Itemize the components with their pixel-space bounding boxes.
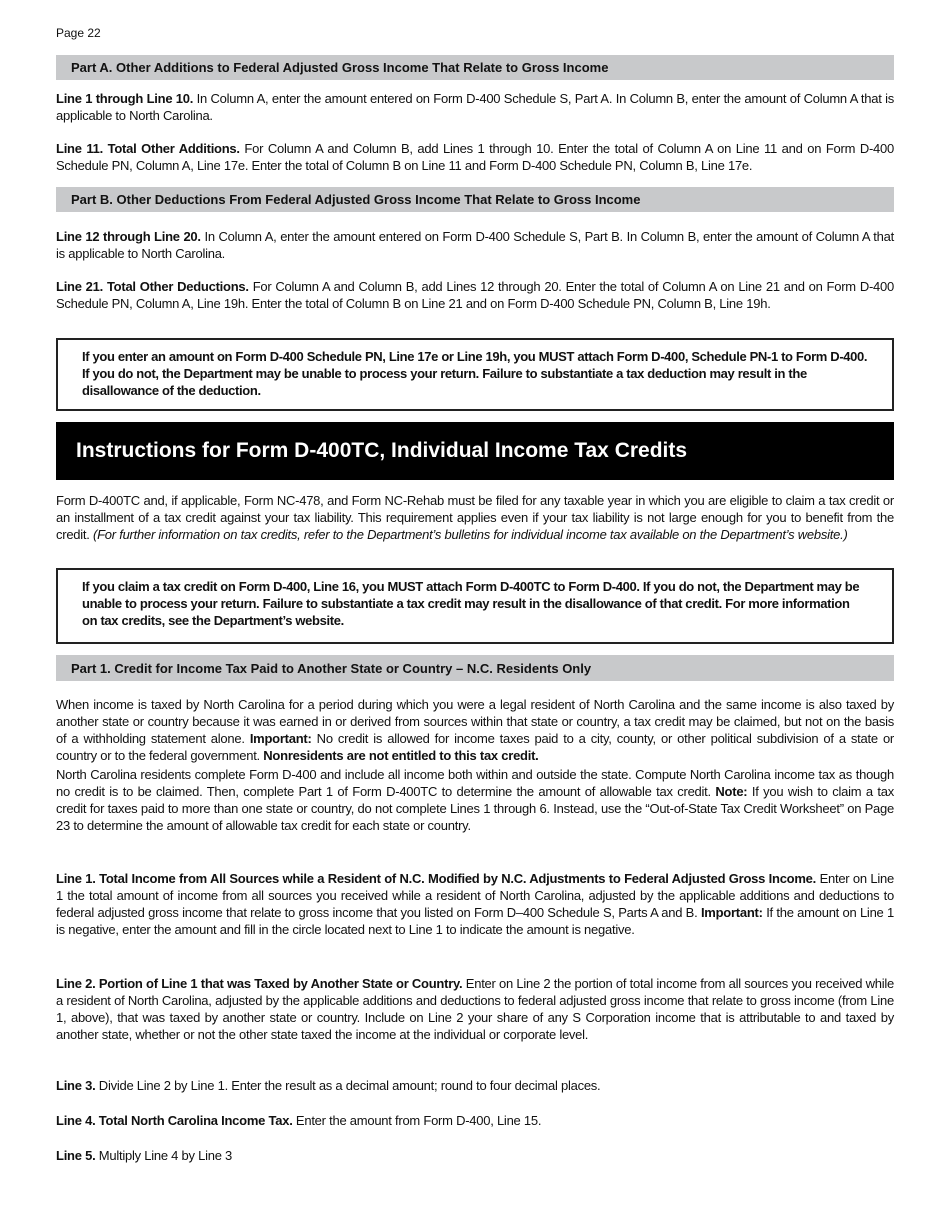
part-1-paragraph-2 xyxy=(56,766,894,834)
lead: Line 1. Total Income from All Sources while a Resident of N.C. Modified by N.C. Adjustments to Federal Adjusted Gross Income. xyxy=(56,871,817,886)
part-a-heading: Part A. Other Additions to Federal Adjusted Gross Income That Relate to Gross Income xyxy=(56,55,894,80)
body: Enter on Line 2 the portion of total income from all sources you received while a resident of North Carolina, adjusted by the applicable additions and deductions to federal adjusted gross income that relate to gross income (from Line 1, above), that was taxed by another state or country. Include on Line 2 your share of any S Corporation income that is attributable to and taxed by another state, whether or not the other state taxed the income at the individual or corporate level. xyxy=(56,976,894,1042)
body: North Carolina residents complete Form D-400 and include all income both within and outside the state. Compute North Carolina income tax as though no credit is to be claimed. Then, complete Part 1 of Form D-400TC to determine the amount of allowable tax credit. xyxy=(56,767,894,799)
body: If you wish to claim a tax credit for taxes paid to more than one state or country, do not complete Lines 1 through 6. Instead, use the “Out-of-State Tax Credit Worksheet” on Page 23 to determine the amount of allowable tax credit for each state or country. xyxy=(56,784,894,833)
note-label: Note: xyxy=(715,784,748,799)
line-2-paragraph xyxy=(56,975,894,1043)
italic-note: (For further information on tax credits, refer to the Department’s bulletins for individual income tax available on the Department’s website.) xyxy=(93,527,848,542)
intro-paragraph xyxy=(56,492,894,543)
body: Enter the amount from Form D-400, Line 15. xyxy=(292,1113,542,1128)
lead: Line 12 through Line 20. xyxy=(56,229,201,244)
lead: Line 4. Total North Carolina Income Tax. xyxy=(56,1113,293,1128)
body: No credit is allowed for income taxes paid to a city, county, or other political subdivision of a state or country or to the federal government. xyxy=(56,731,895,763)
body: Enter on Line 1 the total amount of income from all sources you received while a resident of North Carolina, adjusted by the applicable additions and deductions to federal adjusted gross income that relate to gross income that you listed on Form D–400 Schedule S, Parts A and B. xyxy=(56,871,894,920)
part-1-heading: Part 1. Credit for Income Tax Paid to Another State or Country – N.C. Residents Only xyxy=(56,655,894,681)
line-3-paragraph xyxy=(56,1077,894,1094)
body: When income is taxed by North Carolina for a period during which you were a legal resident of North Carolina and the same income is also taxed by another state or country because it was earned in or derived from sources within that state or country, a tax credit may be claimed, but not on the basis of a withholding statement alone. xyxy=(56,697,894,746)
part-b-line12-paragraph xyxy=(56,228,894,262)
body: In Column A, enter the amount entered on Form D-400 Schedule S, Part B. In Column B, enter the amount of Column A that is applicable to North Carolina. xyxy=(56,229,894,261)
line-4-paragraph xyxy=(56,1112,894,1129)
line-5-paragraph xyxy=(56,1147,894,1164)
body: Form D-400TC and, if applicable, Form NC-478, and Form NC-Rehab must be filed for any taxable year in which you are eligible to claim a tax credit or an installment of a tax credit against your tax liability. This requirement applies even if your tax liability is not large enough for you to benefit from the credit. xyxy=(56,493,894,542)
body: If the amount on Line 1 is negative, enter the amount and fill in the circle located next to Line 1 to indicate the amount is negative. xyxy=(56,905,894,937)
important-label: Important: xyxy=(249,731,312,746)
line-1-paragraph xyxy=(56,870,894,938)
lead: Line 5. xyxy=(56,1148,96,1163)
lead: Line 11. Total Other Additions. xyxy=(56,141,240,156)
body: Divide Line 2 by Line 1. Enter the result as a decimal amount; round to four decimal places. xyxy=(95,1078,601,1093)
lead: Line 1 through Line 10. xyxy=(56,91,194,106)
body: For Column A and Column B, add Lines 12 through 20. Enter the total of Column A on Line 21 and on Form D-400 Schedule PN, Column A, Line 19h. Enter the total of Column B on Line 21 and on Form D-400 Schedule PN, Column B, Line 19h. xyxy=(56,279,894,311)
important-label: Important: xyxy=(700,905,763,920)
lead: Line 3. xyxy=(56,1078,96,1093)
part-b-heading: Part B. Other Deductions From Federal Adjusted Gross Income That Relate to Gross Income xyxy=(56,187,894,212)
body: For Column A and Column B, add Lines 1 through 10. Enter the total of Column A on Line 11 and on Form D-400 Schedule PN, Column A, Line 17e. Enter the total of Column B on Line 11 and Form D-400 Schedule PN, Column B, Line 17e. xyxy=(56,141,894,173)
nonresident-warning: Nonresidents are not entitled to this tax credit. xyxy=(263,748,539,763)
main-title-banner: Instructions for Form D-400TC, Individual Income Tax Credits xyxy=(56,422,894,480)
part-a-line1-paragraph xyxy=(56,90,894,124)
lead: Line 21. Total Other Deductions. xyxy=(56,279,249,294)
lead: Line 2. Portion of Line 1 that was Taxed by Another State or Country. xyxy=(56,976,463,991)
body: Multiply Line 4 by Line 3 xyxy=(95,1148,233,1163)
schedule-pn-notice-box: If you enter an amount on Form D-400 Schedule PN, Line 17e or Line 19h, you MUST attach Form D-400, Schedule PN-1 to Form D-400. If you do not, the Department may be unable to process your return. Failure to substantiate a tax deduction may result in the disallowance of the deduction. xyxy=(56,338,894,411)
part-1-paragraph-1 xyxy=(56,696,894,764)
page-number: Page 22 xyxy=(56,26,101,40)
body: In Column A, enter the amount entered on Form D-400 Schedule S, Part A. In Column B, enter the amount of Column A that is applicable to North Carolina. xyxy=(56,91,894,123)
tax-credit-notice-box: If you claim a tax credit on Form D-400, Line 16, you MUST attach Form D-400TC to Form D-400. If you do not, the Department may be unable to process your return. Failure to substantiate a tax credit may result in the disallowance of that credit. For more information on tax credits, see the Department’s website. xyxy=(56,568,894,644)
part-a-line11-paragraph xyxy=(56,140,894,174)
part-b-line21-paragraph xyxy=(56,278,894,312)
